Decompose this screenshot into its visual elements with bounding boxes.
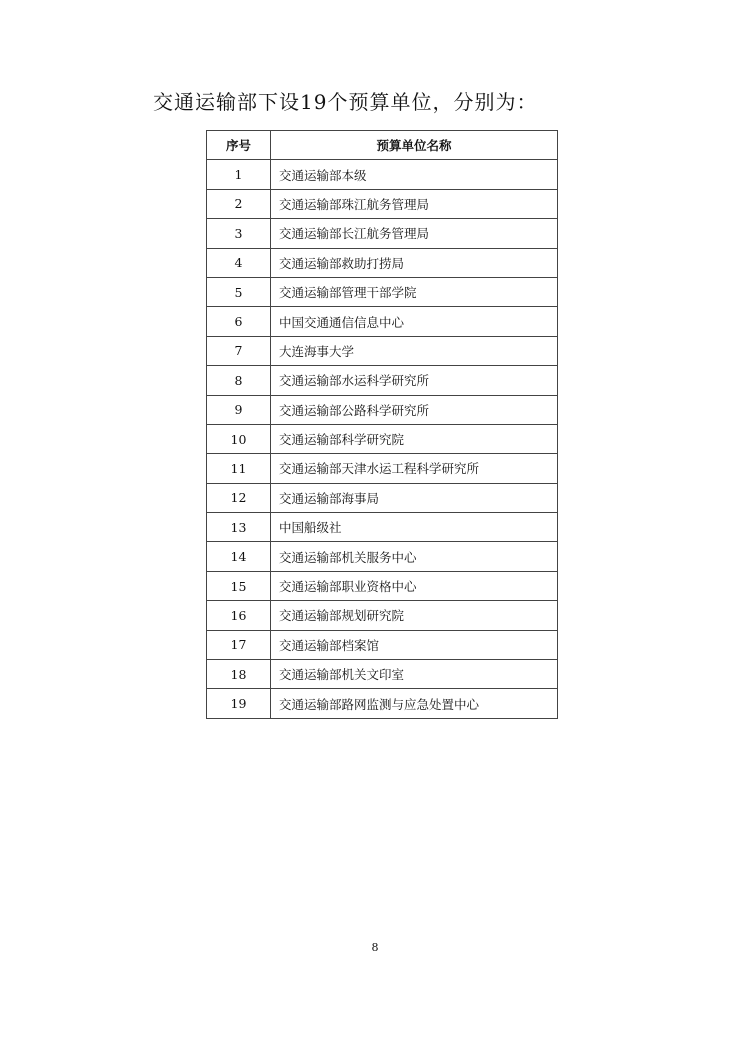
serial-number-cell: 9 [207, 395, 271, 424]
unit-name-cell: 交通运输部水运科学研究所 [271, 366, 558, 395]
unit-name-cell: 交通运输部长江航务管理局 [271, 219, 558, 248]
serial-number-cell: 1 [207, 160, 271, 189]
unit-name-cell: 交通运输部管理干部学院 [271, 277, 558, 306]
serial-number-cell: 7 [207, 336, 271, 365]
header-unit-name: 预算单位名称 [271, 131, 558, 160]
unit-name-cell: 中国交通通信信息中心 [271, 307, 558, 336]
unit-name-cell: 交通运输部本级 [271, 160, 558, 189]
table-row [207, 689, 558, 718]
table-row [207, 219, 558, 248]
serial-number-cell: 18 [207, 660, 271, 689]
unit-name-cell: 交通运输部科学研究院 [271, 424, 558, 453]
serial-number-cell: 6 [207, 307, 271, 336]
serial-number-cell: 3 [207, 219, 271, 248]
serial-number-cell: 11 [207, 454, 271, 483]
table-row [207, 395, 558, 424]
table-row [207, 189, 558, 218]
unit-name-cell: 交通运输部规划研究院 [271, 601, 558, 630]
serial-number-cell: 19 [207, 689, 271, 718]
header-serial-number: 序号 [207, 131, 271, 160]
table-row [207, 542, 558, 571]
serial-number-cell: 16 [207, 601, 271, 630]
unit-name-cell: 交通运输部救助打捞局 [271, 248, 558, 277]
unit-name-cell: 交通运输部海事局 [271, 483, 558, 512]
table-row [207, 660, 558, 689]
serial-number-cell: 17 [207, 630, 271, 659]
unit-name-cell: 交通运输部机关服务中心 [271, 542, 558, 571]
unit-name-cell: 中国船级社 [271, 513, 558, 542]
table-row [207, 483, 558, 512]
table-row [207, 601, 558, 630]
page-number: 8 [371, 941, 379, 954]
table-row [207, 307, 558, 336]
serial-number-cell: 4 [207, 248, 271, 277]
unit-name-cell: 交通运输部珠江航务管理局 [271, 189, 558, 218]
serial-number-cell: 15 [207, 571, 271, 600]
unit-name-cell: 交通运输部公路科学研究所 [271, 395, 558, 424]
serial-number-cell: 2 [207, 189, 271, 218]
table-body [207, 160, 558, 718]
serial-number-cell: 12 [207, 483, 271, 512]
intro-paragraph: 交通运输部下设19个预算单位，分别为： [153, 90, 538, 114]
table-row [207, 366, 558, 395]
serial-number-cell: 10 [207, 424, 271, 453]
unit-name-cell: 交通运输部档案馆 [271, 630, 558, 659]
table-row [207, 513, 558, 542]
serial-number-cell: 13 [207, 513, 271, 542]
unit-name-cell: 交通运输部路网监测与应急处置中心 [271, 689, 558, 718]
table-header-row [207, 131, 558, 160]
table-row [207, 277, 558, 306]
table-row [207, 336, 558, 365]
serial-number-cell: 14 [207, 542, 271, 571]
table-row [207, 424, 558, 453]
unit-name-cell: 大连海事大学 [271, 336, 558, 365]
serial-number-cell: 8 [207, 366, 271, 395]
unit-name-cell: 交通运输部天津水运工程科学研究所 [271, 454, 558, 483]
budget-units-table [206, 130, 558, 719]
table-row [207, 454, 558, 483]
serial-number-cell: 5 [207, 277, 271, 306]
unit-name-cell: 交通运输部机关文印室 [271, 660, 558, 689]
table-row [207, 630, 558, 659]
table-row [207, 571, 558, 600]
unit-name-cell: 交通运输部职业资格中心 [271, 571, 558, 600]
table-row [207, 248, 558, 277]
table-row [207, 160, 558, 189]
